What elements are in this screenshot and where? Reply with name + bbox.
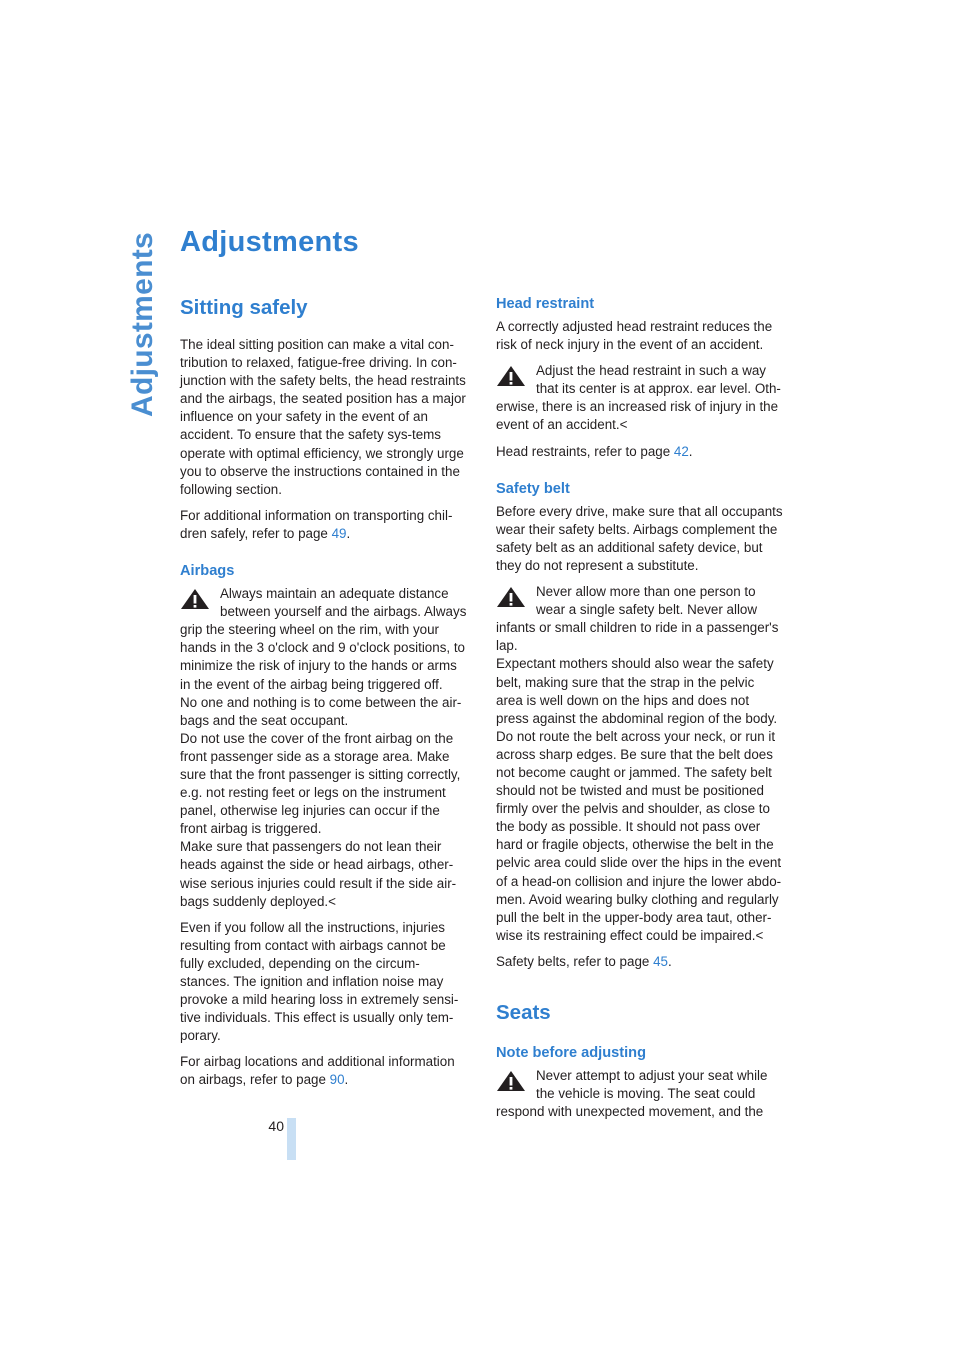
- side-section-title: Adjustments: [126, 232, 159, 417]
- children-paragraph: For additional information on transporting chil-dren safely, refer to page 49.: [180, 507, 453, 541]
- safety-belt-warning-block: [496, 583, 784, 945]
- safety-belt-intro: Before every drive, make sure that all occupants wear their safety belts. Airbags complement the safety belt as an additional safety device, but they do not represent a substitute.: [496, 503, 783, 573]
- head-restraint-intro: A correctly adjusted head restraint reduces the risk of neck injury in the event of an accident.: [496, 319, 773, 353]
- airbag-warning-4: Make sure that passengers do not lean their heads against the side or head airbags, other-wise serious injuries could result if the side air-bags suddenly deployed.<: [180, 839, 457, 909]
- page-link-90[interactable]: 90: [329, 1072, 345, 1088]
- page-number-bar: [287, 1118, 296, 1160]
- seats-warning: Never attempt to adjust your seat while the vehicle is moving. The seat could respond with unexpected movement, and the: [496, 1068, 768, 1120]
- safety-belt-warning-2: Expectant mothers should also wear the safety belt, making sure that the strap in the pelvic area is well down on the hips and does not press against the abdominal region of the body.: [496, 656, 778, 726]
- page-link-42[interactable]: 42: [673, 443, 689, 459]
- page-link-49[interactable]: 49: [331, 525, 347, 541]
- airbag-paragraph-2: For airbag locations and additional information on airbags, refer to page 90.: [180, 1054, 455, 1088]
- airbag-warning-2: No one and nothing is to come between the air-bags and the seat occupant.: [180, 694, 462, 728]
- subheading-head-restraint: Head restraint: [496, 296, 595, 312]
- section-heading-seats: Seats: [496, 1001, 551, 1024]
- subheading-safety-belt: Safety belt: [496, 480, 570, 497]
- warning-triangle-icon: [496, 1070, 526, 1092]
- airbag-warning-block: [180, 585, 468, 911]
- warning-triangle-icon: [180, 588, 210, 610]
- warning-triangle-icon: [496, 586, 526, 608]
- intro-paragraph: The ideal sitting position can make a vital con-tribution to relaxed, fatigue-free driving. In con-junction with the safety belts, the head restraints and the airbags, the seated position has a major influence on your safety in the event of an accident. To ensure that the safety sys-tems operate with optimal efficiency, we strongly urge you to observe the instructions contained in the following section.: [180, 337, 466, 497]
- airbag-warning-1: Always maintain an adequate distance between yourself and the airbags. Always grip the steering wheel on the rim, with your hands in the 3 o'clock and 9 o'clock positions, to minimize the risk of injury to the hands or arms in the event of the airbag being triggered off.: [180, 586, 467, 692]
- subheading-note-before-adjusting: Note before adjusting: [496, 1045, 646, 1061]
- section-heading-sitting-safely: Sitting safely: [180, 296, 308, 319]
- warning-triangle-icon: [496, 365, 526, 387]
- right-column: [496, 290, 784, 1129]
- head-restraint-warning-block: [496, 362, 784, 434]
- airbag-paragraph-1: Even if you follow all the instructions, injuries resulting from contact with airbags cannot be fully excluded, depending on the circum-stances. The ignition and inflation noise may provoke a mild hearing loss in extremely sensi-tive individuals. This effect is usually only tem-porary.: [180, 919, 459, 1044]
- page-number: 40: [268, 1118, 284, 1134]
- safety-belt-ref: Safety belts, refer to page 45.: [496, 953, 672, 969]
- page-link-45[interactable]: 45: [653, 953, 668, 969]
- head-restraint-ref: Head restraints, refer to page 42.: [496, 443, 693, 459]
- seats-warning-block: [496, 1067, 784, 1121]
- left-column: [180, 290, 468, 1098]
- chapter-title: Adjustments: [180, 226, 359, 258]
- head-restraint-warning: Adjust the head restraint in such a way that its center is at approx. ear level. Oth-erwise, there is an increased risk of injury in the event of an accident.<: [496, 363, 781, 433]
- safety-belt-warning-3: Do not route the belt across your neck, or run it across sharp edges. Be sure that the belt does not become caught or jammed. The safety belt should not be twisted and must be positioned firmly over the pelvis and shoulder, as close to the body as possible. It should not pass over hard or fragile objects, otherwise the belt in the pelvic area could slide over the hips in the event of a head-on collision and injure the lower abdo-men. Avoid wearing bulky clothing and regularly pull the belt in the upper-body area taut, other-wise its restraining effect could be impaired.<: [496, 728, 782, 943]
- safety-belt-warning-1: Never allow more than one person to wear a single safety belt. Never allow infants or small children to ride in a passenger's lap.: [496, 584, 779, 654]
- subheading-airbags: Airbags: [180, 563, 235, 580]
- airbag-warning-3: Do not use the cover of the front airbag on the front passenger side as a storage area. Make sure that the front passenger is sitting correctly, e.g. not resting feet or legs on the instrument panel, otherwise leg injuries can occur if the front airbag is triggered.: [180, 730, 461, 837]
